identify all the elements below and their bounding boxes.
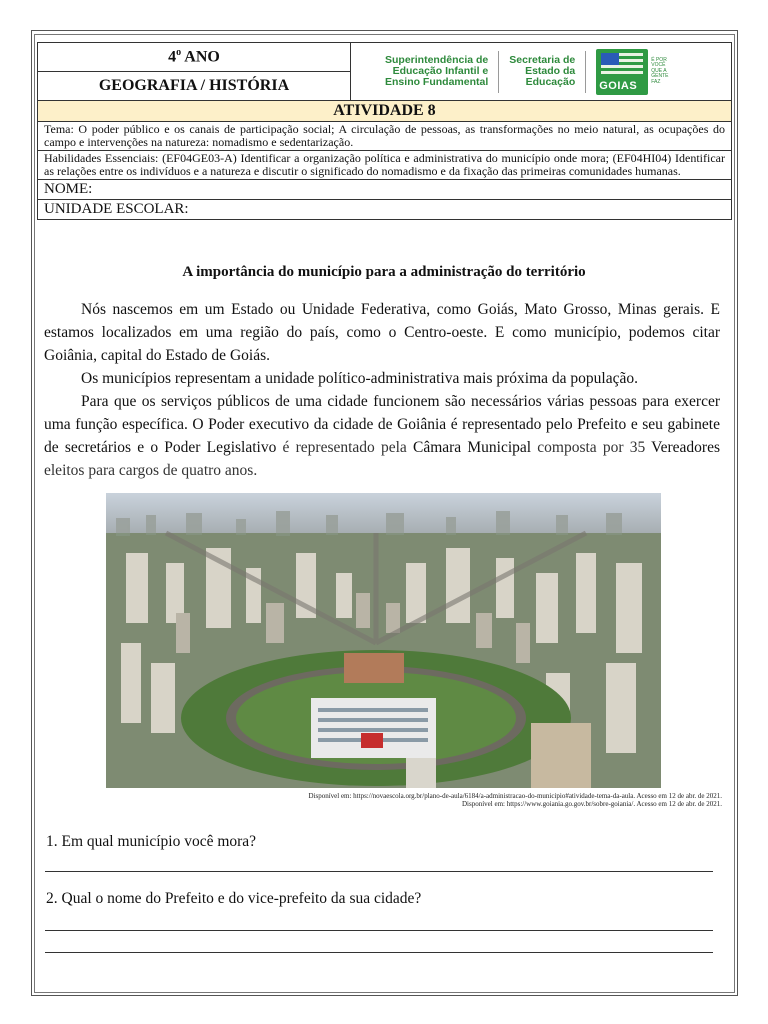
logo-line: Superintendência de	[385, 54, 489, 66]
question-1: 1. Em qual município você mora?	[46, 833, 257, 850]
goias-wordmark: GOIAS	[599, 79, 638, 92]
paragraph-3-part: Para que os serviços públicos de uma cidade funcionem são necessários várias pessoas para exercer uma função específica. O Poder executivo da cidade de Goiânia é representado pelo Prefeito e seu gabinete de secretários e o Poder Legislativo	[44, 393, 720, 456]
city-aerial-photo	[106, 493, 661, 788]
paragraph-3-part: Vereadores	[651, 439, 720, 456]
secretaria-logo	[509, 55, 575, 88]
logo-divider	[498, 51, 499, 93]
caption-line: Disponível em: https://www.goiania.go.gov.br/sobre-goiania/. Acesso em 12 de abr. de 2021.	[462, 800, 722, 808]
grade-number: 4	[168, 48, 177, 66]
school-field[interactable]: UNIDADE ESCOLAR:	[38, 200, 732, 220]
answer-line-1[interactable]	[45, 871, 713, 872]
paragraph-3-part: composta por 35	[537, 439, 652, 456]
paragraph-2: Os municípios representam a unidade político-administrativa mais próxima da população.	[81, 370, 638, 387]
logo-line: Educação	[525, 76, 576, 88]
logo-divider	[585, 51, 586, 93]
paragraph-3	[44, 390, 720, 482]
logos-cell	[351, 43, 732, 101]
header-table	[37, 42, 732, 220]
goias-flag-icon	[601, 53, 643, 75]
answer-line-3[interactable]	[45, 952, 713, 953]
grade-ordinal: o	[176, 47, 182, 59]
paragraph-3-part: é representado pela	[282, 439, 413, 456]
question-2: 2. Qual o nome do Prefeito e do vice-prefeito da sua cidade?	[46, 890, 422, 907]
goias-slogan: É POR VOCÊ QUE A GENTE FAZ	[651, 56, 669, 85]
logo-line: Ensino Fundamental	[385, 76, 489, 88]
image-caption	[308, 792, 722, 808]
grade-label: ANO	[181, 48, 220, 66]
superintendencia-logo	[385, 55, 488, 88]
caption-line: Disponível em: https://novaescola.org.br/plano-de-aula/6184/a-administracao-do-municipio#atividade-tema-da-aula. Acesso em 12 de abr. de 2021.	[308, 792, 722, 800]
page-title: A importância do município para a administração do território	[182, 264, 586, 280]
subject-cell: GEOGRAFIA / HISTÓRIA	[38, 72, 351, 101]
paragraph-3-part: eleitos para cargos de quatro anos.	[44, 462, 258, 479]
grade-cell	[38, 43, 351, 72]
name-field[interactable]: NOME:	[38, 180, 732, 200]
skills-text: Habilidades Essenciais: (EF04GE03-A) Identificar a organização política e administrativa do município onde mora; (EF04HI04) Identificar as relações entre os indivíduos e a natureza e discutir o significado do nomadismo e da fixação das primeiras comunidades humanas.	[38, 151, 732, 180]
paragraph-3-part: Câmara Municipal	[412, 439, 538, 456]
logo-line: Educação Infantil e	[392, 65, 489, 77]
logo-line: Secretaria de	[509, 54, 576, 66]
logo-line: Estado da	[525, 65, 576, 77]
activity-title: ATIVIDADE 8	[38, 101, 732, 122]
goias-logo	[596, 49, 648, 95]
paragraph-1: Nós nascemos em um Estado ou Unidade Federativa, como Goiás, Mato Grosso, Minas gerais. E estamos localizados em uma região do país, como o Centro-oeste. E como município, podemos citar Goiânia, capital do Estado de Goiás.	[44, 301, 720, 364]
theme-text: Tema: O poder público e os canais de participação social; A circulação de pessoas, as transformações no meio natural, as ocupações do campo e intervenções na natureza: nomadismo e sedentarização.	[38, 122, 732, 151]
answer-line-2[interactable]	[45, 930, 713, 931]
